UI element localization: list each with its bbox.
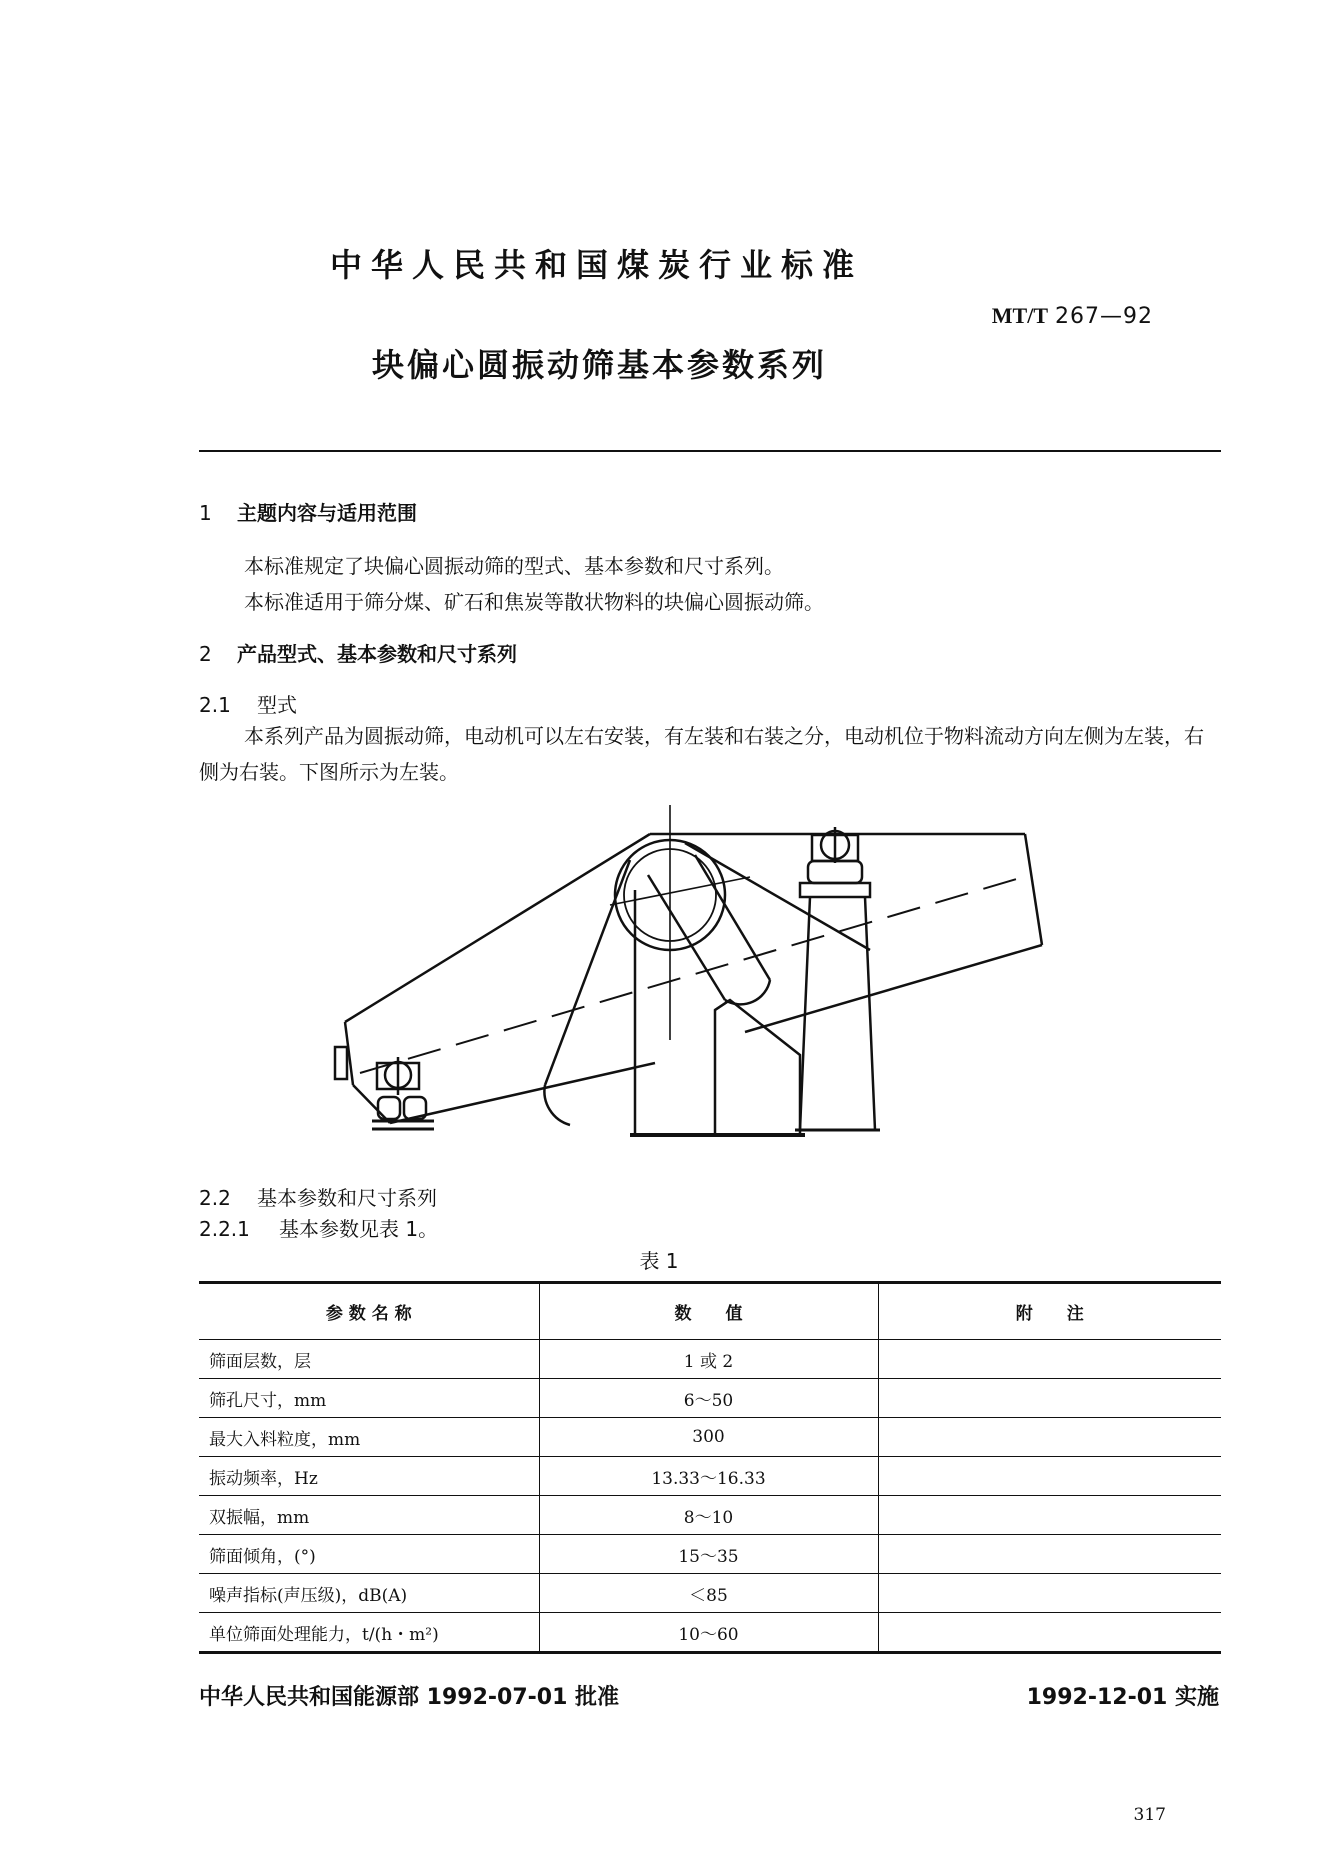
vibrating-screen-figure: [330, 805, 1050, 1145]
table-row: [199, 1574, 1221, 1613]
section-1-para-1: 本标准规定了块偏心圆振动筛的型式、基本参数和尺寸系列。: [244, 554, 784, 578]
param-note: [878, 1574, 1221, 1613]
section-2-1-number: 2.1: [199, 693, 231, 717]
section-1-number: 1: [199, 501, 212, 525]
param-note: [878, 1418, 1221, 1457]
param-value: 6～50: [539, 1379, 878, 1418]
left-support: [372, 1057, 434, 1129]
param-name: 最大入料粒度，mm: [199, 1418, 539, 1457]
param-name: 双振幅，mm: [199, 1496, 539, 1535]
param-value: 13.33～16.33: [539, 1457, 878, 1496]
section-2-2-1-text: 基本参数见表 1。: [279, 1217, 439, 1241]
param-note: [878, 1535, 1221, 1574]
table-row: [199, 1496, 1221, 1535]
param-note: [878, 1379, 1221, 1418]
section-1-para-2: 本标准适用于筛分煤、矿石和焦炭等散状物料的块偏心圆振动筛。: [244, 590, 824, 614]
effective-date: 1992-12-01 实施: [1026, 1685, 1219, 1710]
center-cross-horizontal: [610, 877, 750, 905]
param-note: [878, 1613, 1221, 1653]
table-row: [199, 1613, 1221, 1653]
param-name: 筛面层数，层: [199, 1340, 539, 1379]
table-row: [199, 1418, 1221, 1457]
header-parameter: 参 数 名 称: [199, 1283, 539, 1340]
section-1-heading: [199, 497, 417, 526]
section-2-2-1-number: 2.2.1: [199, 1217, 250, 1241]
param-value: 1 或 2: [539, 1340, 878, 1379]
param-note: [878, 1496, 1221, 1535]
param-note: [878, 1340, 1221, 1379]
screen-surface-dashed: [360, 875, 1030, 1073]
param-name: 振动频率，Hz: [199, 1457, 539, 1496]
section-2-2-1-heading: [199, 1213, 438, 1242]
param-value: 300: [539, 1418, 878, 1457]
table-row: [199, 1379, 1221, 1418]
header-rule: [199, 450, 1221, 452]
section-2-2-title: 基本参数和尺寸系列: [257, 1186, 437, 1210]
table-row: [199, 1340, 1221, 1379]
table-header-row: [199, 1283, 1221, 1340]
section-2-number: 2: [199, 642, 212, 666]
motor-stand: [630, 890, 805, 1135]
issuing-authority: 中华人民共和国煤炭行业标准: [330, 246, 864, 284]
section-2-2-heading: [199, 1182, 437, 1211]
section-2-2-number: 2.2: [199, 1186, 231, 1210]
section-2-1-title: 型式: [257, 693, 297, 717]
param-value: 10～60: [539, 1613, 878, 1653]
param-name: 噪声指标(声压级)，dB(A): [199, 1574, 539, 1613]
standard-code: [992, 303, 1153, 329]
param-value: ＜85: [539, 1574, 878, 1613]
header-note: 附 注: [878, 1283, 1221, 1340]
table-1: [199, 1281, 1221, 1654]
right-support: [795, 827, 880, 1130]
approval-line: 中华人民共和国能源部 1992-07-01 批准: [199, 1685, 620, 1710]
param-name: 筛面倾角，(°): [199, 1535, 539, 1574]
standard-code-prefix: MT/T: [991, 303, 1048, 328]
section-2-title: 产品型式、基本参数和尺寸系列: [237, 642, 517, 666]
screen-body-outline: [335, 834, 1042, 1123]
header-value: 数 值: [539, 1283, 878, 1340]
document-title: 块偏心圆振动筛基本参数系列: [372, 346, 828, 384]
param-name: 单位筛面处理能力，t/(h・m²): [199, 1613, 539, 1653]
standard-code-number: 267—92: [1055, 304, 1153, 329]
section-2-heading: [199, 638, 517, 667]
param-value: 8～10: [539, 1496, 878, 1535]
table-1-caption: 表 1: [639, 1249, 679, 1273]
param-note: [878, 1457, 1221, 1496]
param-value: 15～35: [539, 1535, 878, 1574]
section-1-title: 主题内容与适用范围: [237, 501, 417, 525]
section-2-1-heading: [199, 689, 297, 718]
section-2-1-para: 本系列产品为圆振动筛，电动机可以左右安装，有左装和右装之分，电动机位于物料流动方向左侧为左装，右侧为右装。下图所示为左装。: [199, 724, 1204, 784]
page-number: 317: [1133, 1805, 1166, 1825]
table-row: [199, 1535, 1221, 1574]
param-name: 筛孔尺寸，mm: [199, 1379, 539, 1418]
table-row: [199, 1457, 1221, 1496]
